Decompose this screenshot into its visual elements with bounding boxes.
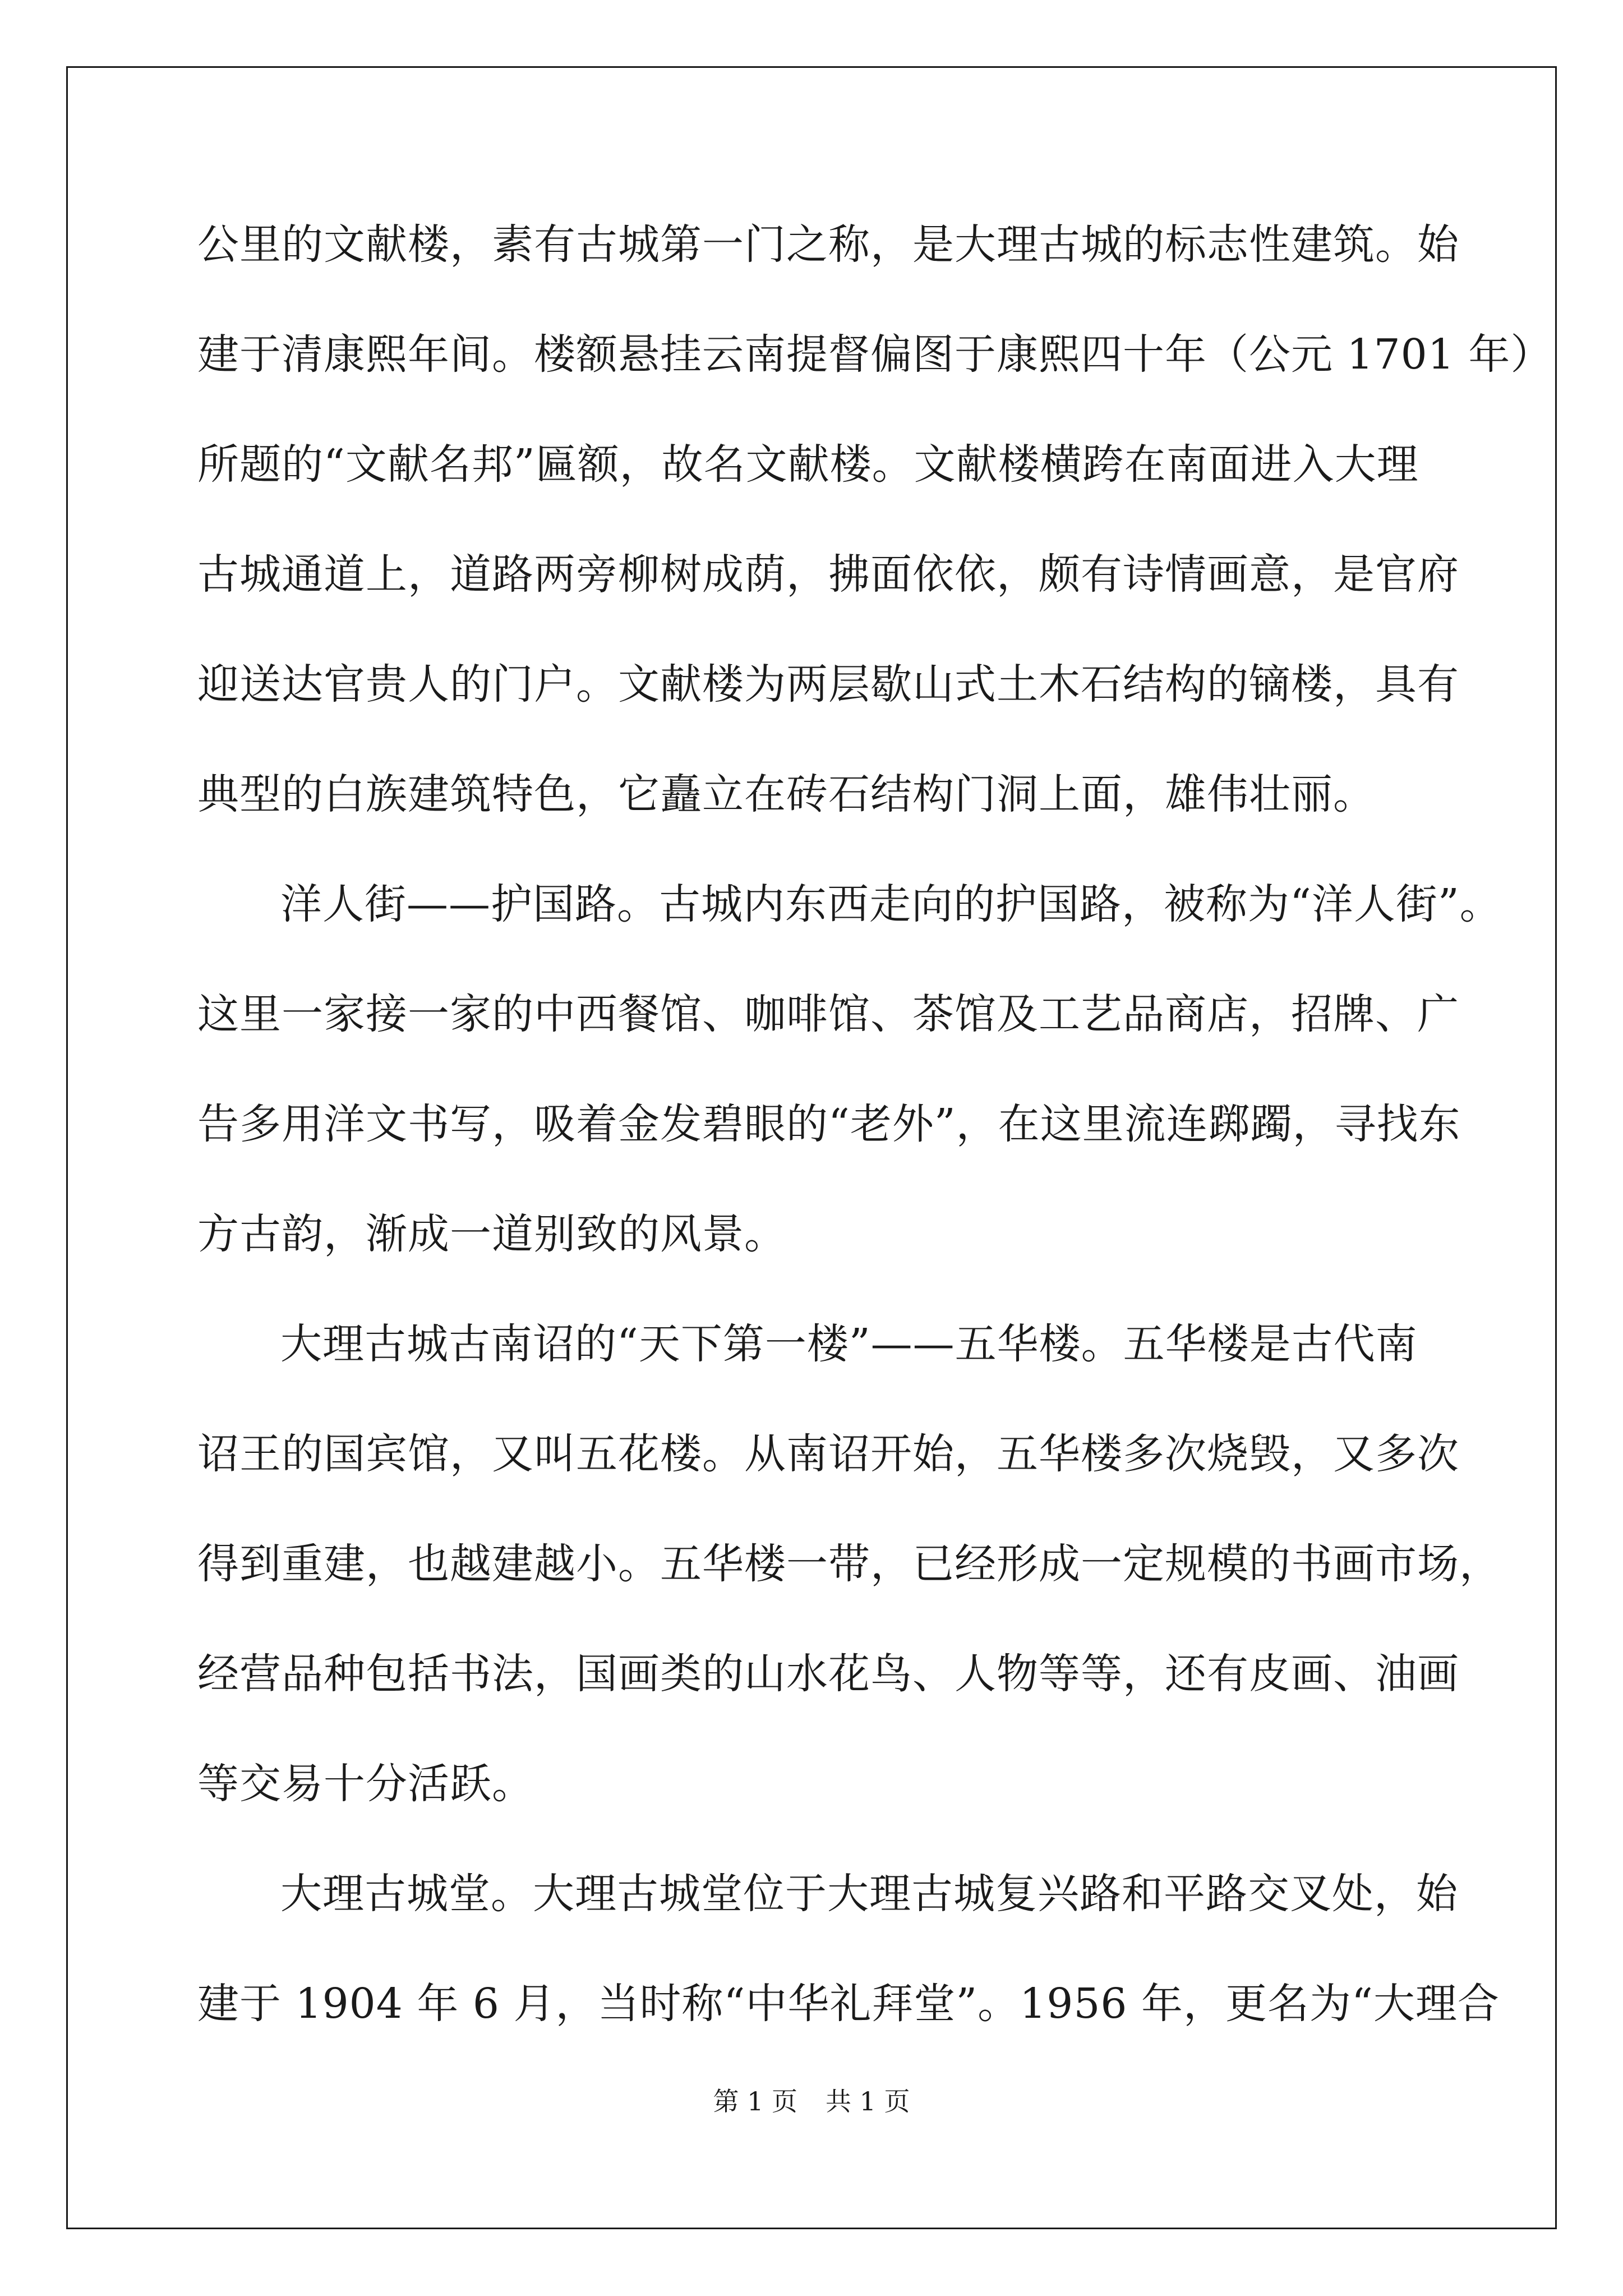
text-line: 洋人街——护国路。古城内东西走向的护国路，被称为“洋人街”。: [280, 880, 1502, 928]
text-line: 告多用洋文书写，吸着金发碧眼的“老外”，在这里流连踯躅，寻找东: [197, 1100, 1461, 1148]
text-line: 公里的文献楼，素有古城第一门之称，是大理古城的标志性建筑。始: [197, 220, 1459, 269]
text-line: 方古韵，渐成一道别致的风景。: [197, 1210, 786, 1258]
text-line: 所题的“文献名邦”匾额，故名文献楼。文献楼横跨在南面进入大理: [197, 440, 1419, 489]
text-line: 大理古城古南诏的“天下第一楼”——五华楼。五华楼是古代南: [280, 1320, 1418, 1368]
text-line: 迎送达官贵人的门户。文献楼为两层歇山式土木石结构的镝楼，具有: [197, 660, 1459, 708]
text-line: 诏王的国宾馆，又叫五花楼。从南诏开始，五华楼多次烧毁，又多次: [197, 1430, 1459, 1478]
text-line: 建于 1904 年 6 月，当时称“中华礼拜堂”。1956 年，更名为“大理合: [197, 1980, 1500, 2028]
text-line: 等交易十分活跃。: [197, 1760, 534, 1808]
text-line: 建于清康熙年间。楼额悬挂云南提督偏图于康熙四十年（公元 1701 年）: [197, 330, 1553, 379]
text-line: 古城通道上，道路两旁柳树成荫，拂面依依，颇有诗情画意，是官府: [197, 550, 1459, 599]
page-number: 第 1 页: [713, 2086, 797, 2116]
document-body: [197, 213, 1553, 2082]
text-line: 这里一家接一家的中西餐馆、咖啡馆、茶馆及工艺品商店，招牌、广: [197, 990, 1459, 1038]
page-total: 共 1 页: [826, 2086, 910, 2116]
text-line: 典型的白族建筑特色，它矗立在砖石结构门洞上面，雄伟壮丽。: [197, 770, 1375, 818]
text-line: 经营品种包括书法，国画类的山水花鸟、人物等等，还有皮画、油画: [197, 1650, 1459, 1698]
text-line: 大理古城堂。大理古城堂位于大理古城复兴路和平路交叉处，始: [280, 1870, 1458, 1918]
page-footer: [0, 2085, 1623, 2118]
text-line: 得到重建，也越建越小。五华楼一带，已经形成一定规模的书画市场，: [197, 1540, 1501, 1588]
